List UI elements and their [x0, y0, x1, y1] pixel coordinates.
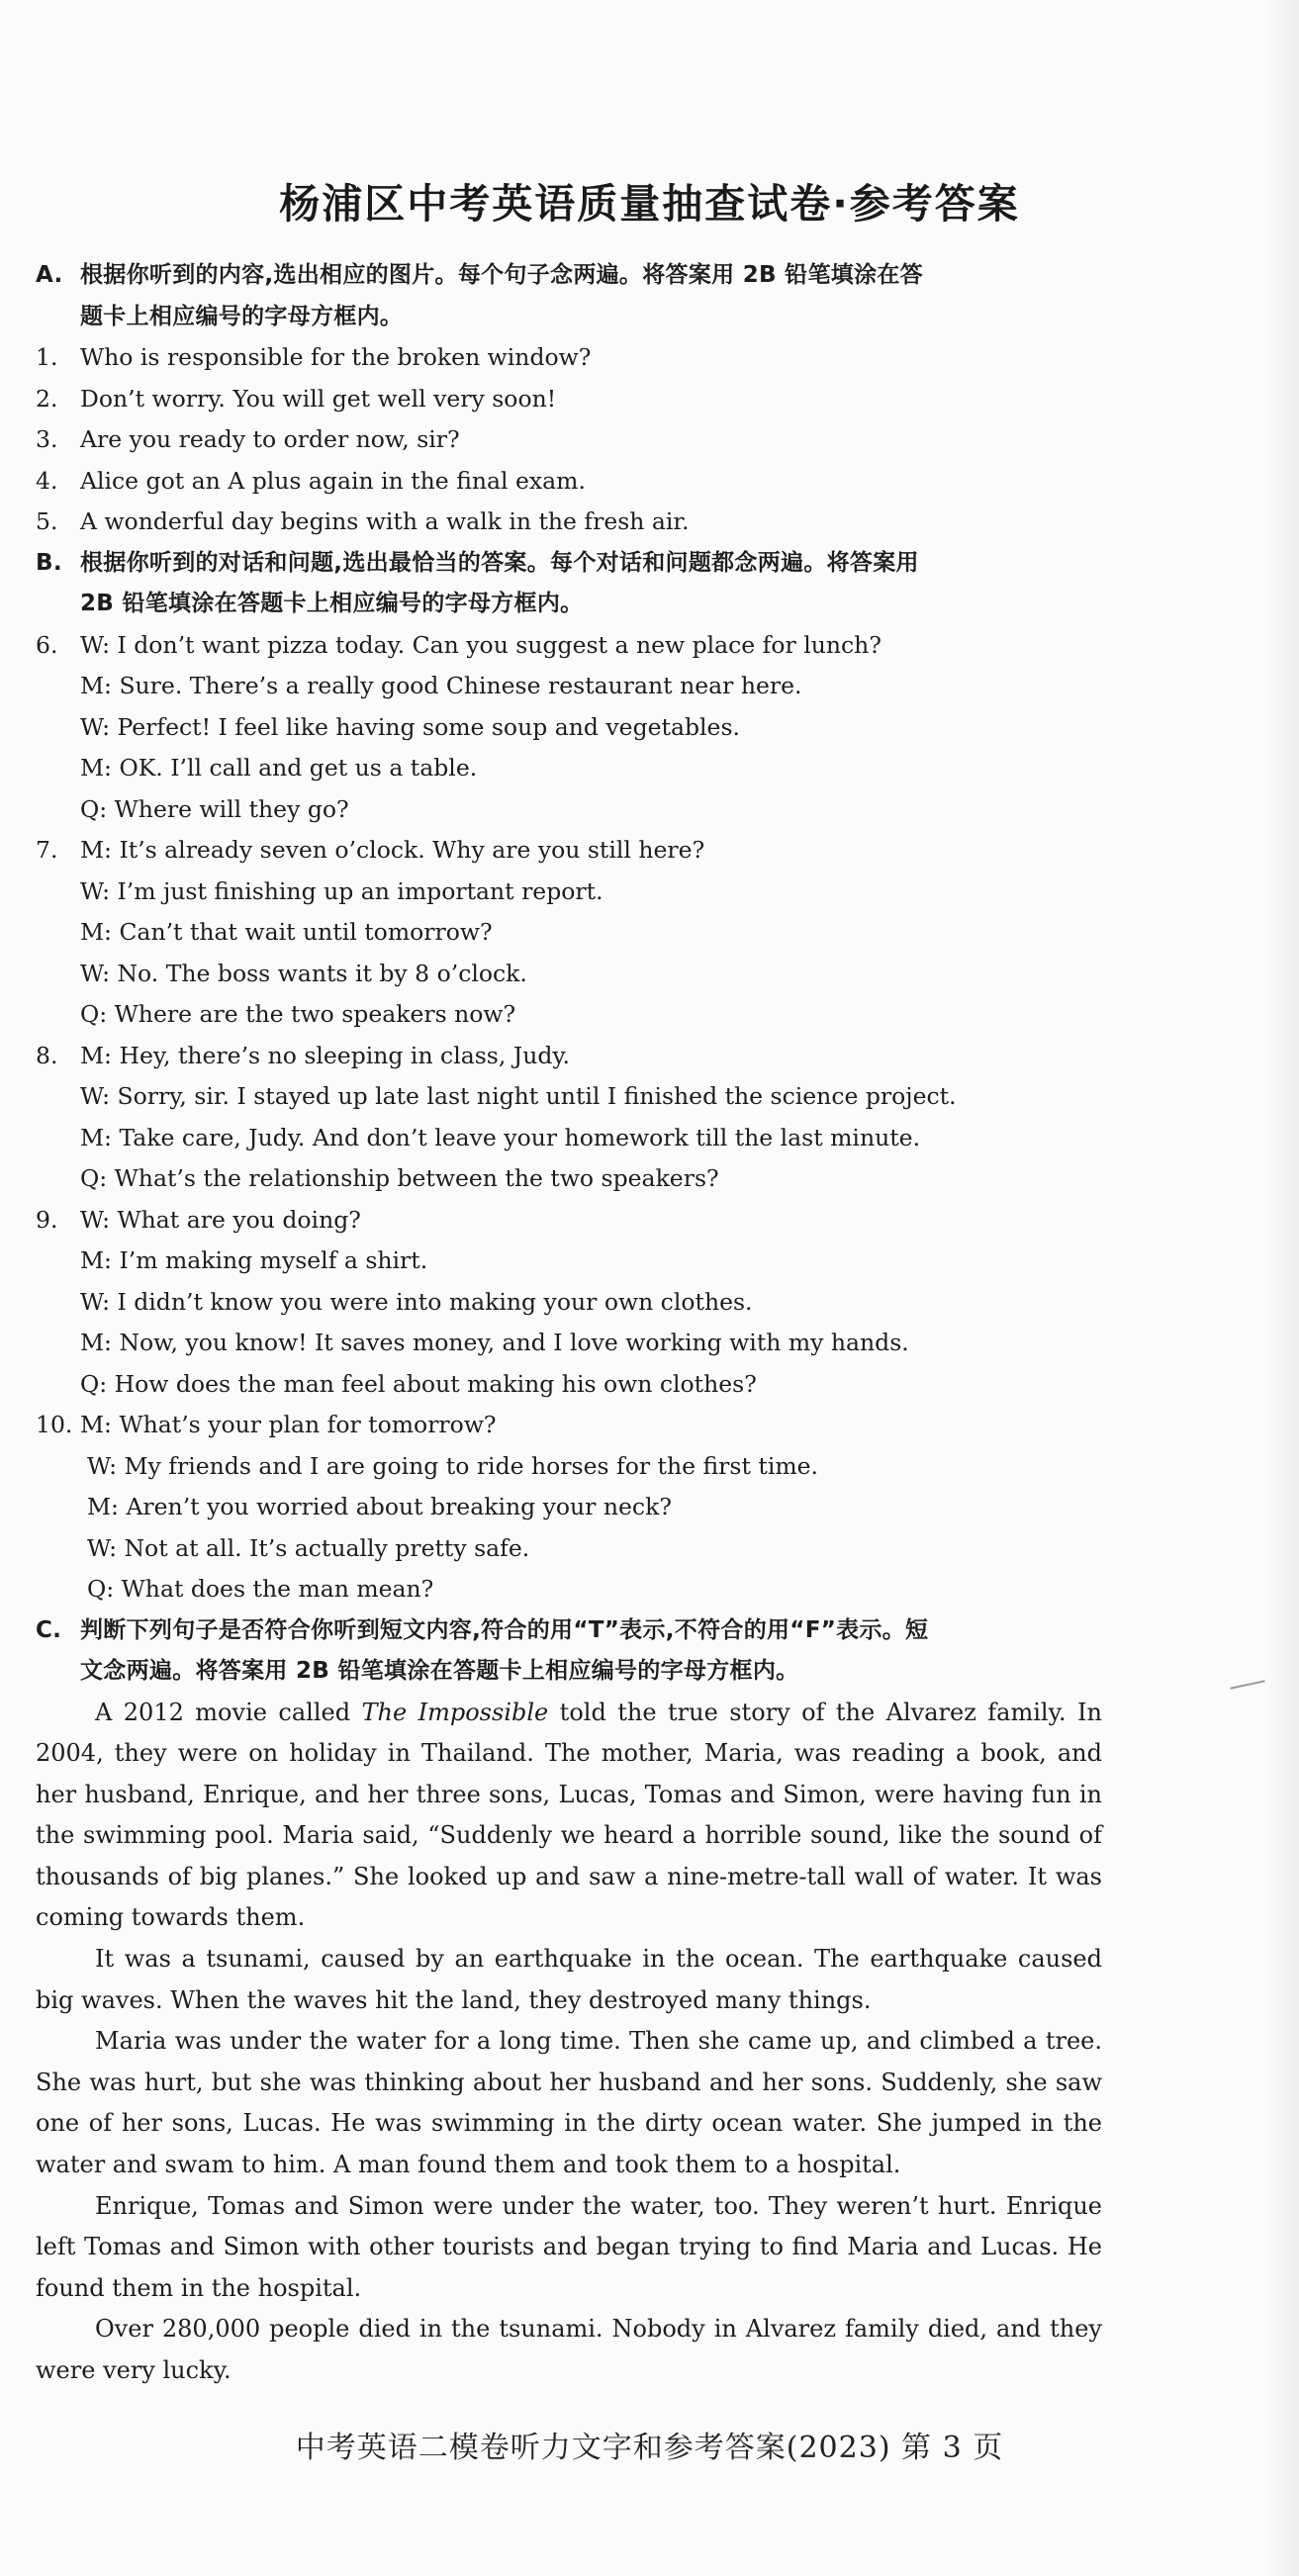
page-title: 杨浦区中考英语质量抽查试卷·参考答案 [279, 180, 1020, 228]
dialogue-line: W: I didn’t know you were into making your own clothes. [80, 1287, 753, 1316]
dialogue-line: W: Perfect! I feel like having some soup and vegetables. [80, 712, 740, 741]
dialogue-line: W: I’m just finishing up an important report. [80, 876, 603, 905]
movie-title: The Impossible [361, 1698, 549, 1726]
answer-content [36, 255, 1102, 2392]
dialogue-line: W: Not at all. It’s actually pretty safe. [87, 1533, 530, 1562]
dialogue-line: W: My friends and I are going to ride horses for the first time. [87, 1451, 819, 1480]
section-a-instruction-cont: 题卡上相应编号的字母方框内。 [80, 303, 404, 329]
list-item: 4. Alice got an A plus again in the final exam. [36, 466, 586, 495]
list-item: 1. Who is responsible for the broken window? [36, 343, 592, 371]
dialogue-line: M: Aren’t you worried about breaking your neck? [87, 1493, 672, 1520]
passage-paragraph: A 2012 movie called The Impossible told the true story of the Alvarez family. In 2004, they were on holiday in Thailand. The mother, Maria, was reading a book, and her husband, Enrique, and her three sons, Lucas, Tomas and Simon, were having fun in the swimming pool. Maria said, “Suddenly we heard a horrible sound, like the sound of thousands of big planes.” She looked up and saw a nine-metre-tall wall of water. It was coming towards them. [36, 1698, 1102, 1932]
dialogue-line: M: Can’t that wait until tomorrow? [80, 918, 493, 946]
list-item: 5. A wonderful day begins with a walk in the fresh air. [36, 507, 690, 535]
dialogue-line: M: Sure. There’s a really good Chinese restaurant near here. [80, 672, 802, 699]
section-b-instruction: B. 根据你听到的对话和问题,选出最恰当的答案。每个对话和问题都念两遍。将答案用 [36, 549, 919, 576]
passage-paragraph: It was a tsunami, caused by an earthquake in the ocean. The earthquake caused big waves. When the waves hit the land, they destroyed many things. [36, 1945, 1102, 2014]
dialogue-line: 8. M: Hey, there’s no sleeping in class, Judy. [36, 1041, 571, 1069]
dialogue-question: Q: Where are the two speakers now? [80, 1000, 516, 1028]
dialogue-line: M: OK. I’ll call and get us a table. [80, 754, 478, 782]
passage [36, 1693, 1102, 2392]
section-a-instruction: A. 根据你听到的内容,选出相应的图片。每个句子念两遍。将答案用 2B 铅笔填涂在答 [36, 262, 923, 288]
dialogue-line: 6. W: I don’t want pizza today. Can you suggest a new place for lunch? [36, 630, 881, 659]
passage-paragraph: Enrique, Tomas and Simon were under the water, too. They weren’t hurt. Enrique left Tomas and Simon with other tourists and began trying to find Maria and Lucas. He found them in the hospital. [36, 2191, 1102, 2302]
section-c-instruction: C. 判断下列句子是否符合你听到短文内容,符合的用“T”表示,不符合的用“F”表示。短 [36, 1616, 929, 1643]
dialogue-question: Q: What’s the relationship between the two speakers? [80, 1164, 719, 1192]
list-item: 2. Don’t worry. You will get well very soon! [36, 384, 557, 413]
dialogue-question: Q: How does the man feel about making his own clothes? [80, 1369, 757, 1398]
dialogue-line: 7. M: It’s already seven o’clock. Why are you still here? [36, 836, 705, 864]
page-footer: 中考英语二模卷听力文字和参考答案(2023) 第 3 页 [295, 2431, 1004, 2465]
dialogue-line: M: I’m making myself a shirt. [80, 1246, 428, 1274]
passage-paragraph: Maria was under the water for a long time. Then she came up, and climbed a tree. She was hurt, but she was thinking about her husband and her sons. Suddenly, she saw one of her sons, Lucas. He was swimming in the dirty ocean water. She jumped in the water and swam to him. A man found them and took them to a hospital. [36, 2027, 1102, 2179]
pencil-mark [1230, 1680, 1265, 1689]
dialogue-line: 10. M: What’s your plan for tomorrow? [36, 1411, 497, 1438]
section-c-instruction-cont: 文念两遍。将答案用 2B 铅笔填涂在答题卡上相应编号的字母方框内。 [80, 1658, 799, 1684]
dialogue-question: Q: Where will they go? [80, 794, 349, 823]
list-item: 3. Are you ready to order now, sir? [36, 425, 460, 453]
dialogue-line: W: Sorry, sir. I stayed up late last night until I finished the science project. [80, 1082, 957, 1110]
dialogue-line: 9. W: What are you doing? [36, 1205, 361, 1234]
dialogue-line: W: No. The boss wants it by 8 o’clock. [80, 959, 527, 987]
dialogue-question: Q: What does the man mean? [87, 1575, 434, 1603]
page-edge-shadow [1263, 0, 1299, 2576]
dialogue-line: M: Now, you know! It saves money, and I love working with my hands. [80, 1329, 909, 1356]
dialogue-line: M: Take care, Judy. And don’t leave your homework till the last minute. [80, 1123, 921, 1151]
section-b-instruction-cont: 2B 铅笔填涂在答题卡上相应编号的字母方框内。 [80, 591, 584, 616]
passage-paragraph: Over 280,000 people died in the tsunami. Nobody in Alvarez family died, and they were very lucky. [36, 2315, 1102, 2384]
